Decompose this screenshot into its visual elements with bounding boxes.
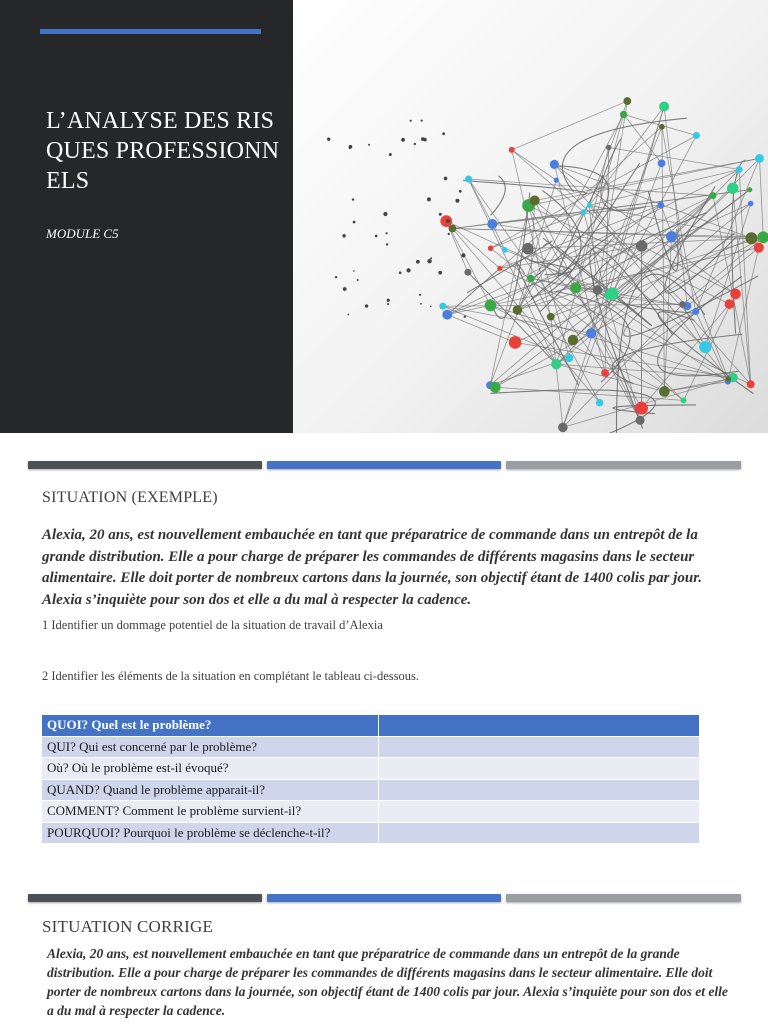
scatter-dot — [448, 233, 450, 235]
scatter-dot — [444, 177, 448, 181]
network-node — [581, 209, 587, 215]
network-node — [490, 382, 501, 393]
network-node — [550, 160, 559, 169]
scatter-dot — [427, 197, 431, 201]
table-cell-answer[interactable] — [379, 801, 700, 823]
scatter-dot — [438, 271, 442, 275]
network-node — [620, 111, 627, 118]
network-node — [658, 159, 666, 167]
network-node — [681, 397, 687, 403]
divider-bars — [28, 894, 741, 902]
situation-example-slide — [0, 433, 768, 880]
network-node — [502, 247, 508, 253]
network-globe-illustration — [293, 0, 768, 433]
divider-bar-dark — [28, 894, 262, 902]
network-node — [464, 269, 471, 276]
network-node — [596, 399, 604, 407]
network-node — [593, 285, 602, 294]
table-row — [42, 736, 700, 758]
scatter-dot — [375, 235, 378, 238]
network-node — [606, 145, 611, 150]
situation-paragraph: Alexia, 20 ans, est nouvellement embauchée en tant que préparatrice de commande dans un entrepôt de la grande distribution. Elle a pour charge de préparer les commandes de différents magasins dans le secteur alimentaire. Elle doit porter de nombreux cartons dans la journée, son objectif étant de 1400 colis par jour. Alexia s’inquiète pour son dos et elle a du mal à respecter la cadence. — [47, 946, 728, 1018]
scatter-dot — [427, 259, 431, 263]
network-node — [527, 275, 534, 282]
network-node — [693, 132, 700, 139]
network-node — [659, 102, 669, 112]
divider-bar-blue — [267, 894, 501, 902]
scatter-dot — [416, 260, 420, 264]
network-link — [531, 200, 535, 278]
title-panel — [0, 0, 293, 433]
scatter-dot — [368, 144, 370, 146]
network-node — [554, 178, 559, 183]
scatter-dot — [421, 119, 423, 121]
network-node — [725, 376, 731, 382]
scatter-dot — [343, 287, 347, 291]
network-node — [522, 243, 534, 255]
network-link — [446, 221, 490, 305]
table-cell-answer[interactable] — [379, 779, 700, 801]
table-cell-answer[interactable] — [379, 822, 700, 844]
scatter-dot — [410, 120, 412, 122]
presentation-subtitle: MODULE C5 — [46, 226, 119, 241]
network-link — [512, 150, 584, 212]
network-link — [447, 315, 515, 343]
network-globe-graphic — [293, 0, 768, 433]
scatter-dot — [353, 221, 356, 224]
table-cell-question: QUOI? Quel est le problème? — [42, 715, 379, 737]
network-node — [725, 299, 735, 309]
network-node — [727, 183, 738, 194]
title-slide — [0, 0, 768, 433]
scatter-dot — [464, 316, 466, 318]
scatter-dot — [389, 153, 392, 156]
table-cell-question: Où? Où le problème est-il évoqué? — [42, 758, 379, 780]
network-node — [442, 310, 452, 320]
network-node — [709, 192, 716, 199]
table-cell-answer[interactable] — [379, 736, 700, 758]
situation-corrected-slide — [0, 880, 768, 1024]
network-node — [692, 308, 699, 315]
scatter-dot — [349, 147, 351, 149]
network-node — [568, 335, 578, 345]
scatter-dot — [383, 212, 387, 216]
accent-bar — [40, 29, 261, 34]
scatter-dot — [347, 314, 349, 316]
network-node — [509, 147, 515, 153]
scatter-dot — [399, 271, 402, 274]
question-1: 1 Identifier un dommage potentiel de la situation de travail d’Alexia — [42, 618, 383, 632]
network-node — [730, 289, 741, 300]
network-node — [601, 369, 609, 377]
network-node — [586, 328, 596, 338]
network-node — [636, 416, 645, 425]
scatter-dot — [461, 253, 465, 257]
divider-bars — [28, 461, 741, 469]
network-node — [699, 341, 711, 353]
network-node — [736, 166, 743, 173]
network-node — [465, 175, 472, 182]
table-cell-question: COMMENT? Comment le problème survient-il? — [42, 801, 379, 823]
table-cell-answer[interactable] — [379, 758, 700, 780]
analysis-table — [41, 714, 700, 844]
network-node — [754, 243, 764, 253]
divider-bar-gray — [506, 894, 741, 902]
scatter-dot — [352, 198, 354, 200]
network-node — [623, 97, 631, 105]
network-node — [604, 292, 612, 300]
table-row — [42, 758, 700, 780]
network-node — [558, 423, 568, 433]
network-link — [531, 278, 600, 402]
situation-paragraph: Alexia, 20 ans, est nouvellement embauchée en tant que préparatrice de commande dans un entrepôt de la grande distribution. Elle a pour charge de préparer les commandes de différents magasins dans le secteur alimentaire. Elle doit porter de nombreux cartons dans la journée, son objectif étant de 1400 colis par jour. Alexia s’inquiète pour son dos et elle a du mal à respecter la cadence. — [42, 527, 703, 608]
table-cell-question: POURQUOI? Pourquoi le problème se déclenche-t-il? — [42, 822, 379, 844]
network-link — [563, 378, 733, 428]
scatter-dot — [430, 257, 432, 259]
network-link — [469, 179, 493, 224]
table-row — [42, 822, 700, 844]
scatter-dot — [387, 303, 389, 305]
table-cell-answer[interactable] — [379, 715, 700, 737]
network-link — [512, 150, 557, 180]
network-link — [529, 158, 760, 205]
network-arc — [491, 176, 506, 215]
network-link — [705, 204, 750, 348]
scatter-dot — [459, 190, 462, 193]
network-node — [747, 187, 752, 192]
section-heading: SITUATION (EXEMPLE) — [42, 489, 218, 506]
network-link — [512, 101, 628, 150]
network-node — [530, 195, 540, 205]
network-link — [759, 158, 763, 237]
scatter-dot — [342, 234, 345, 237]
network-link — [664, 382, 727, 392]
table-row — [42, 779, 700, 801]
scatter-dot — [365, 304, 368, 307]
network-link — [517, 205, 660, 310]
section-heading: SITUATION CORRIGE — [42, 917, 214, 936]
network-node — [487, 219, 497, 229]
scatter-dot — [430, 306, 432, 308]
question-2: 2 Identifier les éléments de la situation en complétant le tableau ci-dessous. — [42, 669, 419, 683]
scatter-dot — [455, 199, 459, 203]
network-node — [497, 266, 502, 271]
scatter-dot — [386, 243, 388, 245]
scatter-dot — [335, 276, 337, 278]
table-row — [42, 801, 700, 823]
network-node — [666, 231, 677, 242]
network-link — [500, 268, 751, 384]
network-node — [565, 354, 573, 362]
scatter-dot — [386, 232, 388, 234]
network-node — [635, 402, 648, 415]
network-node — [757, 231, 768, 243]
network-node — [570, 282, 581, 293]
table-cell-question: QUI? Qui est concerné par le problème? — [42, 736, 379, 758]
scatter-dot — [439, 213, 442, 216]
divider-bar-dark — [28, 461, 262, 469]
scatter-dot — [419, 294, 421, 296]
presentation-title: L’ANALYSE DES RISQUES PROFESSIONNELS — [46, 108, 280, 194]
scatter-dot — [442, 132, 445, 135]
table-header-row — [42, 715, 700, 737]
scatter-dot — [327, 137, 330, 140]
divider-bar-blue — [267, 461, 501, 469]
network-arc — [562, 118, 686, 192]
table-cell-question: QUAND? Quand le problème apparait-il? — [42, 779, 379, 801]
network-node — [513, 305, 523, 315]
network-node — [679, 301, 686, 308]
scatter-dot — [423, 138, 427, 142]
network-node — [551, 359, 561, 369]
network-node — [745, 232, 757, 244]
network-node — [657, 202, 664, 209]
divider-bar-gray — [506, 461, 741, 469]
scatter-dot — [406, 268, 410, 272]
network-node — [547, 313, 555, 321]
network-node — [748, 201, 754, 207]
network-node — [747, 380, 755, 388]
scatter-dot — [420, 303, 422, 305]
network-node — [488, 245, 494, 251]
network-node — [659, 124, 665, 130]
network-node — [509, 336, 522, 349]
scatter-dot — [387, 299, 390, 302]
network-node — [659, 386, 670, 397]
scatter-dot — [446, 219, 450, 223]
network-node — [439, 303, 446, 310]
scatter-dot — [353, 270, 355, 272]
network-node — [755, 154, 764, 163]
network-node — [636, 240, 647, 251]
network-node — [485, 300, 497, 312]
network-node — [587, 203, 592, 208]
scatter-dot — [414, 143, 416, 145]
scatter-dot — [357, 279, 359, 281]
scatter-dot — [401, 138, 405, 142]
